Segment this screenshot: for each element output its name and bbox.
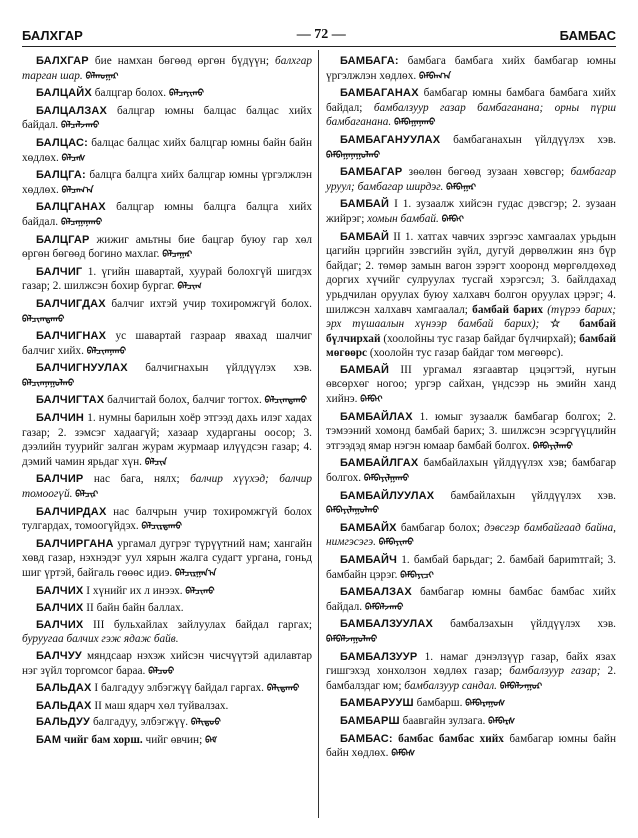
definition: балгадуу, элбэгжүү.: [92, 716, 189, 729]
mongolian-script: ᠪᠠᠮᠪᠠᠶᠢᠯᠠᠭᠤᠯᠬᠤ: [326, 506, 379, 517]
definition: II маш ядарч хөл туйвалзах.: [94, 699, 229, 712]
definition: балцас балцас хийх балцгар юмны байн байн хөдлөх.: [22, 136, 312, 164]
running-head-right: БАМБАС: [559, 27, 616, 43]
dictionary-entry: [22, 472, 312, 502]
mongolian-script: ᠪᠠᠮᠪᠠᠷᠰ: [488, 716, 516, 727]
headword: БАЛЧИГДАХ: [36, 297, 106, 310]
mongolian-script: ᠪᠠᠯᠴᠠᠰ: [61, 153, 86, 164]
headword: БАМБАГАНАХ: [340, 87, 419, 100]
mongolian-script: ᠪᠠᠯᠴᠢᠭᠳᠠᠬᠤ: [22, 314, 65, 325]
mongolian-script: ᠪᠠᠯᠴᠢᠷᠭᠠᠨ᠎ᠠ: [175, 569, 217, 579]
definition: балцгар юмны балцас балцас хийх байдал.: [22, 104, 312, 132]
definition: III бульхайлах зайлуулах байдал гаргах;: [93, 618, 313, 631]
dictionary-entry: [326, 553, 616, 583]
headword: БАЛЧИХ: [36, 602, 84, 615]
headword: БАМБАЛЗУУР: [340, 650, 418, 663]
example: балчир хүүхэд; балчир томоогүй.: [22, 473, 313, 501]
dictionary-entry: [22, 168, 312, 198]
headword: БАЛЦГАНАХ: [36, 201, 106, 214]
example: бамбалзуур газар;: [509, 665, 601, 678]
mongolian-script: ᠪᠠᠮᠪᠠᠶ: [441, 214, 464, 225]
header-rule: [22, 46, 616, 47]
dictionary-entry: [326, 585, 616, 615]
mongolian-script: ᠪᠠᠯᠴᠢᠷ: [75, 490, 99, 501]
mongolian-script: ᠪᠠᠮᠪᠠᠷᠠᠭᠤᠰ: [465, 699, 506, 710]
dictionary-entry: [326, 521, 616, 551]
dictionary-entry: [22, 505, 312, 535]
mongolian-script: ᠪᠠᠯᠴᠢᠭᠲᠠᠬᠤ: [264, 396, 308, 407]
bold-phrase: ☆ бамбай бүлчирхай: [326, 318, 616, 345]
left-column: [22, 54, 312, 751]
definition: бамбалзахын үйлдүүлэх хэв.: [450, 618, 616, 631]
definition: (хоолойны тус газар байдаг бүлчирхай);: [383, 332, 577, 345]
definition: I балгадуу элбэгжүү байдал гаргах.: [94, 682, 264, 695]
headword: БАЛЬДУУ: [36, 716, 91, 729]
dictionary-entry: [326, 165, 616, 195]
definition: бамбагар юмны бамбага бамбага хийх байдал;: [326, 87, 616, 114]
bold-phrase: бамбас бамбас хийх: [398, 732, 504, 745]
dictionary-entry: [326, 230, 616, 361]
headword: БАЛЧИХ: [36, 584, 84, 597]
dictionary-entry: [326, 54, 616, 84]
mongolian-script: ᠪᠠᠯᠴᠢᠭ: [177, 282, 202, 293]
example: (түрээ барих; эрх түшаалын хүнээр бамбай барих);: [326, 303, 616, 331]
definition: I хүнийг их л инээх.: [86, 584, 183, 597]
headword: БАЛЬДАХ: [36, 682, 92, 695]
mongolian-script: ᠪᠠᠯᠴᠢᠷᠳᠠᠬᠤ: [141, 522, 182, 533]
dictionary-entry: [22, 584, 312, 600]
headword: БАЛЧИХ: [36, 618, 84, 631]
definition: III ургамал язгаавтар цэцэгтэй, нугын өвсөрхөг ногоо; ургэр сайхан, үндсээр нь эмийн ханд хийнэ.: [326, 363, 616, 406]
headword: БАМБАЙЛУУЛАХ: [340, 489, 435, 502]
dictionary-entry: [22, 699, 312, 714]
definition: 1. юмыг зузаалж бамбагар болгох; 2. тэмээний хомонд бамбай барих; 3. шилжсэн эсэргүүцлийн этгээдэд ямар нэгэн юмаар бамбай болгох.: [326, 410, 617, 452]
definition: 1. намаг дэнэлзүүр газар, байх язах гишгэхэд хонхолзон хөдлөх газар;: [326, 650, 616, 678]
mongolian-script: ᠪᠠᠮᠪᠠᠶᠢᠴᠢ: [400, 570, 434, 581]
dictionary-entry: [22, 537, 312, 582]
definition: 1. бамбай барьдаг; 2. бамбай бариmтгай; 3. бамбайн цэрэг.: [326, 554, 616, 581]
definition: ургамал дугрэг түрүүтний нам; хангайн хөвд газар, нэхнэдэг уул хярын жалга судагт ургана, гоньд шиг үртэй, байгаль гөөөс идиэ.: [22, 537, 312, 579]
dictionary-entry: [326, 410, 616, 455]
definition: бие намхан бөгөөд өргөн бүдүүн;: [94, 55, 269, 67]
definition: нас балчрын учир тохиромжгүй болох тулгардах, томоогүйдэх.: [22, 505, 312, 533]
dictionary-entry: [326, 197, 616, 227]
mongolian-script: ᠪᠠᠮ: [205, 735, 217, 746]
mongolian-script: ᠪᠠᠮᠪᠠᠶᠢᠯᠠᠬᠤ: [532, 441, 573, 452]
definition: бамбайлахын үйлдүүлэх хэв.: [450, 489, 616, 502]
definition: балцгар юмны балцга балцга хийх байдал.: [22, 201, 312, 228]
dictionary-entry: [22, 715, 312, 731]
dictionary-entry: [326, 696, 616, 712]
definition: балчиг ихтэй учир тохиромжгүй болох.: [111, 297, 312, 310]
running-head-left: БАЛХГАР: [22, 27, 83, 43]
example: бамбалзуур сандал.: [404, 679, 497, 692]
mongolian-script: ᠪᠠᠯᠢᠳᠤᠤ: [190, 718, 221, 729]
headword: БАМБАЛЗУУЛАХ: [340, 618, 434, 631]
mongolian-script: ᠪᠠᠮᠪᠠᠯᠵᠠᠬᠤ: [364, 602, 404, 613]
definition: II байн байн баллах.: [86, 602, 184, 615]
mongolian-script: ᠪᠠᠯᠴᠢᠭᠨᠠᠭᠤᠯᠬᠤ: [22, 378, 75, 389]
dictionary-entry: [22, 136, 312, 166]
definition: II 1. хатгах чавчих зэргээс хамгаалах урьдын цагийн цэргийн зэвсгийн зүйл, дугуй дөрвөлжин янз бүр байдаг; 2. төмөр замын вагон зэрэгт хооронд мөргөлдөхөд доргих хүчийг сулруулах тусгай хэрэгсэл; 3. байлдахад урьдчилан оруулах буюу халхавч болгон оруулах цэрэг; 4. шилжсэн халхавч хамгаалал;: [326, 230, 617, 316]
example: балхгар тарган шар.: [22, 55, 312, 82]
definition: (хоолойн тус газар байдаг том мөгөөрс).: [369, 347, 564, 360]
headword: БАЛЧИН: [36, 412, 85, 425]
headword: БАМБАЙЛАХ: [340, 410, 413, 423]
example: бамбалзуур газар бамбаганана; орны пүрш бамбаганана.: [326, 101, 616, 129]
headword: БАМБАРШ: [340, 714, 400, 727]
headword: БАЛЧИГНАХ: [36, 330, 107, 343]
mongolian-script: ᠪᠠᠯᠴᠢᠭᠨᠠᠬᠤ: [86, 346, 127, 357]
headword: БАЛЧИРГАНА: [36, 537, 114, 550]
dictionary-entry: [326, 133, 616, 163]
dictionary-entry: [326, 617, 616, 647]
definition: чийг өвчин;: [145, 733, 203, 746]
example: хомын бамбай.: [367, 212, 439, 225]
definition: жижиг амьтны бие бацгар буюу гар хөл өргөн бөгөөд богино махлаг.: [22, 233, 313, 261]
column-divider: [318, 50, 319, 818]
bold-phrase: бамбай мөгөөрс: [326, 332, 616, 360]
definition: баавгайн зулзага.: [402, 714, 486, 727]
example: бамбагар уруул; бамбагар ширдэг.: [326, 166, 617, 193]
headword: БАЛЧИРДАХ: [36, 505, 107, 518]
dictionary-entry: [326, 86, 616, 131]
page-header: [22, 26, 616, 44]
headword: БАМБАС:: [340, 732, 393, 745]
definition: 2. бамбалздаг юм;: [326, 665, 617, 692]
definition: балцгар болох.: [94, 87, 167, 100]
bold-phrase: бамбай барих: [472, 303, 543, 316]
headword: БАЛЧИГ: [36, 265, 83, 278]
definition: бамбагар юмны бамбас бамбас хийх байдал.: [326, 586, 617, 613]
headword: БАМБАЙЧ: [340, 554, 398, 566]
definition: бамбагар юмны байн байн хөдлөх.: [326, 732, 617, 760]
definition: 1. нумны барилын хоёр этгээд дахь илэг хадах газар; 2. зэмсэг хадаагүй; хазаар хударганы оосор; 3. дээлийн туурийг залган журам журмаар илүүдсэн газар; 4. дэмий чамин ярьдаг хүн.: [22, 412, 313, 468]
mongolian-script: ᠪᠠᠯᠢᠳᠠᠬᠤ: [266, 684, 300, 695]
headword: БАМБАЙХ: [340, 521, 397, 534]
mongolian-script: ᠪᠠᠮᠪᠠᠭᠠᠨᠠᠬᠤ: [394, 118, 436, 129]
headword: БАМБАЛЗАХ: [340, 586, 412, 599]
mongolian-script: ᠪᠠᠯᠴᠢᠬᠤ: [185, 586, 215, 597]
headword: БАМБАЙ: [340, 230, 390, 243]
headword: БАМБАЙЛГАХ: [340, 457, 419, 470]
dictionary-entry: [22, 618, 312, 647]
definition: I 1. зузаалж хийсэн гудас дэвсгэр; 2. зузаан жийрэг;: [326, 198, 617, 225]
dictionary-entry: [22, 329, 312, 359]
mongolian-script: ᠪᠠᠯᠴᠠᠭ᠎ᠠ: [61, 185, 94, 196]
definition: бамбайлахын үйлдүүлэх хэв; бамбагар болгох.: [326, 457, 616, 485]
mongolian-script: ᠪᠠᠯᠴᠠᠭᠠᠷ: [162, 250, 193, 261]
mongolian-script: ᠪᠠᠯᠴᠠᠯᠵᠠᠬᠤ: [60, 121, 100, 132]
definition: нас бага, нялх;: [93, 473, 180, 486]
dictionary-entry: [326, 732, 616, 762]
mongolian-script: ᠪᠠᠯᠴᠢᠨ: [144, 457, 168, 468]
example: дэвсгэр бамбайгаад байна, нимгэсэгэ.: [326, 521, 617, 549]
dictionary-entry: [22, 265, 312, 295]
mongolian-script: ᠪᠠᠮᠪᠠᠶᠢᠯᠭᠠᠬᠤ: [363, 474, 410, 485]
headword: БАМБАРУУШ: [340, 697, 414, 710]
dictionary-entry: [326, 650, 616, 695]
headword: БАЛЧУУ: [36, 649, 82, 662]
headword: БАЛЧИР: [36, 473, 84, 486]
definition: зөөлөн бөгөөд зузаан хөвсгөр;: [408, 166, 565, 179]
headword: БАЛЦГА:: [36, 169, 86, 182]
dictionary-entry: [22, 681, 312, 697]
bold-phrase: чийг бам хорш.: [64, 733, 143, 746]
mongolian-script: ᠪᠠᠮᠪᠠᠭᠠᠨᠠᠭᠤᠯᠬᠤ: [326, 150, 381, 161]
mongolian-script: ᠪᠠᠮᠪᠠᠯᠵᠠᠭᠤᠷ: [499, 681, 543, 692]
mongolian-script: ᠪᠠᠯᠴᠠᠭᠠᠨᠠᠬᠤ: [60, 217, 103, 228]
definition: балцга балцга хийх балцгар юмны үргэлжлэн хөдлөх.: [22, 169, 312, 196]
definition: бамбагар болох;: [400, 521, 481, 534]
dictionary-entry: [22, 104, 312, 134]
headword: БАЛЦАЛЗАХ: [36, 104, 108, 117]
dictionary-entry: [22, 411, 312, 470]
headword: БАМБАГАНУУЛАХ: [340, 133, 441, 146]
headword: БАЛХГАР: [36, 55, 89, 67]
mongolian-script: ᠪᠠᠮᠪᠠᠰ: [391, 749, 416, 760]
headword: БАЛЧИГТАХ: [36, 394, 105, 407]
definition: 1. үгийн шавартай, хуурай болохгүй шигдэх газар; 2. шилжсэн бохир бургаг.: [22, 265, 313, 293]
dictionary-entry: [326, 489, 616, 519]
dictionary-entry: [326, 363, 616, 408]
mongolian-script: ᠪᠠᠮᠪᠠᠶ: [360, 395, 383, 406]
mongolian-script: ᠪᠠᠮᠪᠠᠶᠢᠬᠤ: [378, 538, 414, 549]
definition: бамбарш.: [416, 697, 463, 710]
dictionary-entry: [22, 601, 312, 616]
definition: ус шавартай газраар явахад шалчиг балчиг хийх.: [22, 330, 312, 357]
dictionary-entry: [22, 649, 312, 679]
dictionary-entry: [326, 456, 616, 486]
dictionary-entry: [22, 297, 312, 327]
definition: бамбаганахын үйлдүүлэх хэв.: [453, 133, 616, 146]
definition: бамбага бамбага хийх бамбагар юмны үргэлжлэн хөдлөх.: [326, 55, 616, 82]
headword: БАЛЧИГНУУЛАХ: [36, 362, 128, 375]
dictionary-entry: [22, 86, 312, 102]
mongolian-script: ᠪᠠᠯᠴᠤᠤ: [148, 666, 175, 677]
headword: БАМБАЙ: [340, 198, 390, 211]
mongolian-script: ᠪᠠᠮᠪᠠᠭᠠᠷ: [446, 182, 476, 193]
headword: БАЛЬДАХ: [36, 699, 92, 712]
headword: БАЛЦАС:: [36, 136, 88, 149]
headword: БАЛЦГАР: [36, 233, 90, 246]
mongolian-script: ᠪᠠᠮᠪᠠᠯᠵᠠᠭᠤᠯᠬᠤ: [326, 634, 378, 645]
definition: балчигтай болох, балчиг тогтох.: [107, 394, 262, 407]
example: буруугаа балчих гэж ядаж байв.: [22, 633, 179, 646]
headword: БАМБАГАР: [340, 166, 403, 179]
headword: БАЛЦАЙХ: [36, 87, 92, 100]
dictionary-entry: [22, 233, 312, 263]
headword: БАМ: [36, 733, 62, 746]
definition: балчигнахын үйлдүүлэх хэв.: [145, 362, 312, 375]
dictionary-entry: [22, 733, 312, 749]
dictionary-entry: [22, 393, 312, 409]
dictionary-entry: [22, 54, 312, 84]
dictionary-entry: [22, 200, 312, 230]
definition: мяндсаар нэхэж хийсэн чисчүүтэй адилавтар нэг зүйл торгомсог бараа.: [22, 649, 312, 677]
mongolian-script: ᠪᠠᠯᠬᠤᠭᠠᠷ: [85, 71, 119, 82]
mongolian-script: ᠪᠠᠯᠴᠠᠶᠢᠬᠤ: [168, 89, 204, 100]
headword: БАМБАЙ: [340, 363, 390, 376]
dictionary-entry: [326, 714, 616, 730]
headword: БАМБАГА:: [340, 55, 399, 67]
dictionary-entry: [22, 361, 312, 391]
mongolian-script: ᠪᠠᠮᠪᠠᠭ᠎ᠠ: [419, 71, 452, 82]
right-column: [326, 54, 616, 764]
page-number: — 72 —: [296, 27, 346, 42]
